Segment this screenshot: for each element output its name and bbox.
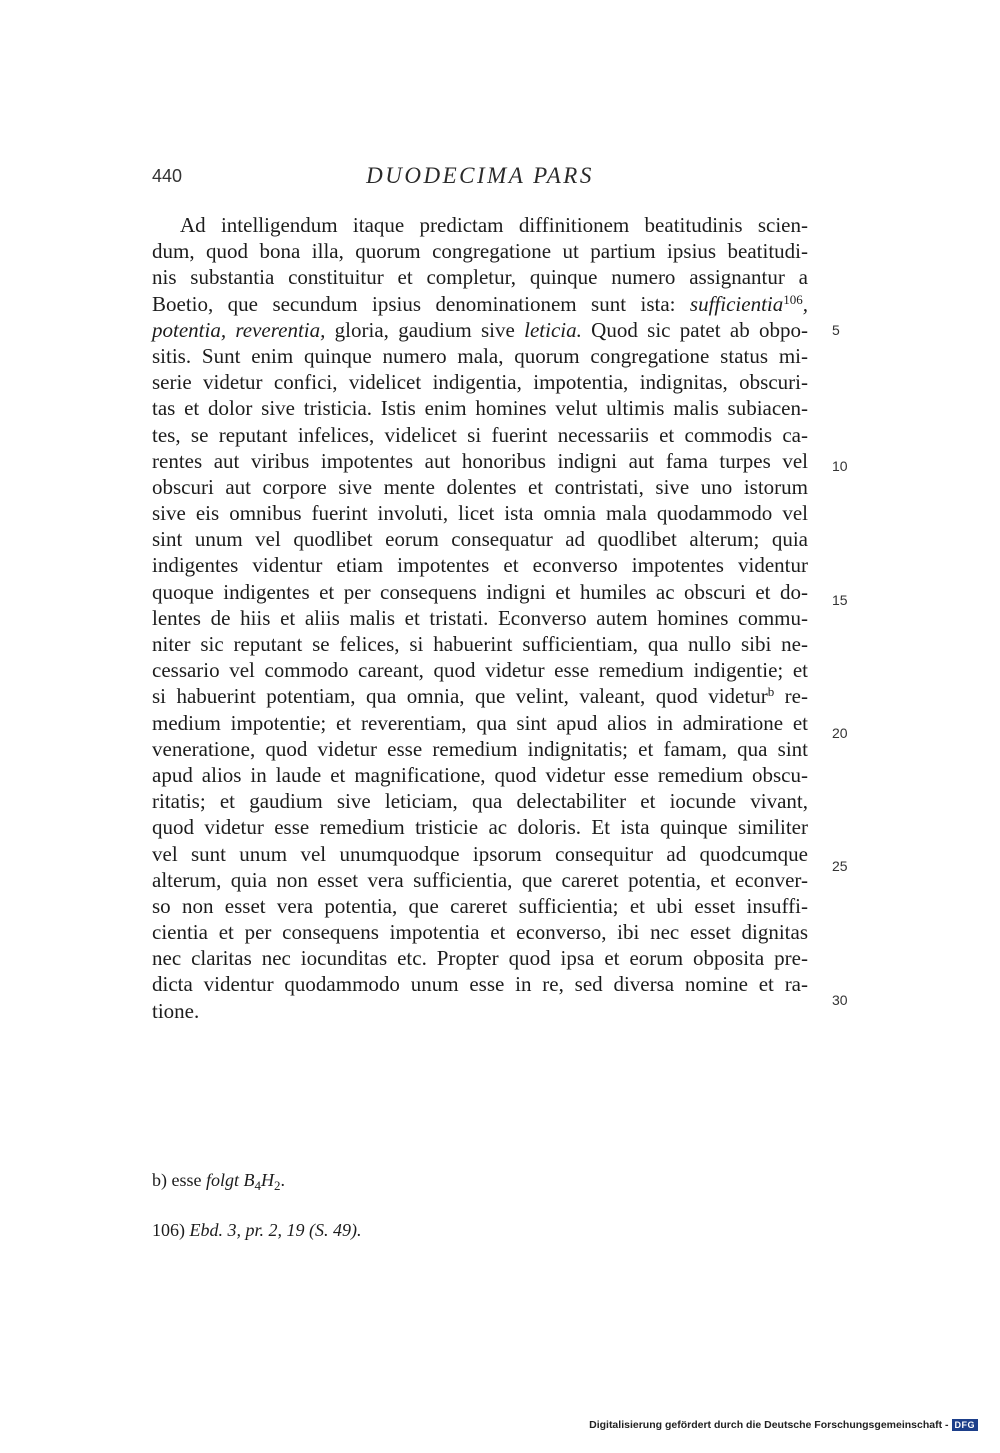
- running-head: DUODECIMA PARS: [366, 163, 594, 188]
- line-number-5: 5: [832, 322, 840, 338]
- page-number: 440: [152, 166, 183, 186]
- digitization-credit: [589, 1419, 978, 1431]
- footnote-sub: 2: [273, 1178, 281, 1193]
- text-line: dicta videntur quodammodo unum esse in re, sed diversa nomine et ra-: [152, 972, 808, 997]
- text-line: rentes aut viribus impotentes aut honoribus indigni aut fama turpes vel: [152, 448, 808, 473]
- footnote-sub: 4: [254, 1178, 261, 1193]
- text-line: ritatis; et gaudium sive leticiam, qua delectabiliter et iocunde vivant,: [152, 789, 808, 814]
- text-line: veneratione, quod videtur esse remedium indignitatis; et famam, qua sint: [152, 736, 808, 761]
- italic-comma: ,: [802, 291, 808, 316]
- text-line: serie videtur confici, videlicet indigentia, impotentia, indignitas, obscuri-: [152, 370, 808, 395]
- italic-term: potentia, reverentia,: [152, 317, 326, 342]
- text-line: cessario vel commodo careant, quod videtur esse remedium indigentie; et: [152, 658, 808, 683]
- footnote-label: b) esse: [152, 1170, 206, 1190]
- line-number-10: 10: [832, 458, 848, 474]
- text-line: [152, 683, 808, 709]
- text-line: obscuri aut corpore sive mente dolentes et contristati, sive uno istorum: [152, 474, 808, 499]
- text-span: gloria, gaudium sive: [325, 317, 525, 342]
- footnote-italic: folgt B: [205, 1170, 255, 1190]
- text-line: tas et dolor sive tristicia. Istis enim homines velut ultimis malis subiacen-: [152, 396, 808, 421]
- text-line: [152, 291, 808, 317]
- text-span: Boetio, que secundum ipsius denominationem sunt ista:: [152, 291, 690, 316]
- text-line: medium impotentie; et reverentiam, qua sint apud alios in admiratione et: [152, 710, 808, 735]
- text-line: tes, se reputant infelices, videlicet si fuerint necessariis et commodis ca-: [152, 422, 808, 447]
- italic-term: leticia.: [524, 317, 582, 342]
- text-line: so non esset vera potentia, que careret sufficientia; et ubi esset insuffi-: [152, 893, 808, 918]
- line-number-25: 25: [832, 858, 848, 874]
- text-line: quod videtur esse remedium tristicie ac doloris. Et ista quinque similiter: [152, 815, 808, 840]
- text-line: dum, quod bona illa, quorum congregatione ut partium ipsius beatitudi-: [152, 239, 808, 264]
- text-line: alterum, quia non esset vera sufficientia, que careret potentia, et econver-: [152, 867, 808, 892]
- italic-term: sufficientia: [689, 291, 784, 316]
- text-line: vel sunt unum vel unumquodque ipsorum consequitur ad quodcumque: [152, 841, 808, 866]
- footnote-italic: H: [260, 1170, 274, 1190]
- footnotes: [152, 1168, 808, 1268]
- text-line: tione.: [152, 998, 200, 1023]
- footnote-106: [152, 1218, 808, 1242]
- text-line: quoque indigentes et per consequens indigni et humiles ac obscuri et do-: [152, 579, 808, 604]
- text-line: nec claritas nec iocunditas etc. Propter quod ipsa et eorum obposita pre-: [152, 946, 808, 971]
- text-span: si habuerint potentiam, qua omnia, que velint, valeant, quod videtur: [152, 684, 768, 709]
- footnote-label: 106): [152, 1220, 190, 1240]
- line-number-30: 30: [832, 992, 848, 1008]
- dfg-logo: DFG: [952, 1419, 979, 1431]
- text-line: indigentes videntur etiam impotentes et econverso impotentes videntur: [152, 553, 808, 578]
- credit-text: Digitalisierung gefördert durch die Deutsche Forschungsgemeinschaft -: [589, 1419, 949, 1431]
- text-line: sitis. Sunt enim quinque numero mala, quorum congregatione status mi-: [152, 343, 808, 368]
- footnote-b: [152, 1168, 808, 1192]
- text-span: Quod sic patet ab obpo-: [581, 317, 809, 342]
- text-line: [152, 317, 808, 343]
- text-line: Ad intelligendum itaque predictam diffinitionem beatitudinis scien-: [180, 213, 808, 237]
- text-line: sint unum vel quodlibet eorum consequatur ad quodlibet alterum; quia: [152, 527, 808, 552]
- text-line: nis substantia constituitur et completur, quinque numero assignantur a: [152, 265, 808, 290]
- text-line: cientia et per consequens impotentia et econverso, ibi nec esset dignitas: [152, 920, 808, 945]
- text-line: lentes de hiis et aliis malis et tristati. Econverso autem homines commu-: [152, 605, 808, 630]
- text-line: sive eis omnibus fuerint involuti, licet ista omnia mala quodammodo vel: [152, 501, 808, 526]
- line-number-15: 15: [832, 592, 848, 608]
- text-line: niter sic reputant se felices, si habuerint sufficientiam, qua nullo sibi ne-: [152, 632, 808, 656]
- footnote-italic: Ebd. 3, pr. 2, 19 (S. 49).: [189, 1220, 362, 1240]
- footnote-ref-b: b: [767, 684, 775, 700]
- text-span: re-: [774, 684, 808, 709]
- line-number-20: 20: [832, 725, 848, 741]
- main-text: [152, 212, 808, 1024]
- footnote-ref-106: 106: [783, 291, 803, 307]
- text-line: apud alios in laude et magnificatione, quod videtur esse remedium obscu-: [152, 762, 808, 787]
- footnote-period: .: [280, 1170, 285, 1190]
